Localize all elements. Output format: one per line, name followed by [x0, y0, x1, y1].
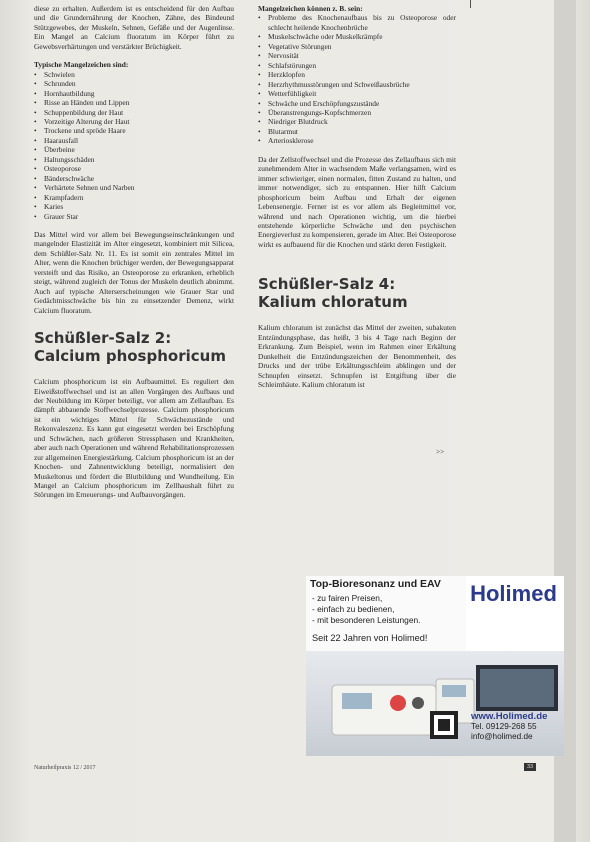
list-item: • Schlafstörungen	[258, 61, 456, 70]
list-item: • Schuppenbildung der Haut	[34, 108, 234, 117]
ad-title: Top-Bioresonanz und EAV	[310, 578, 441, 590]
column-divider	[470, 0, 471, 8]
list-item: • Osteoporose	[34, 164, 234, 173]
signs-title: Mangelzeichen können z. B. sein:	[258, 4, 363, 13]
list-item: • Risse an Händen und Lippen	[34, 98, 234, 107]
signs-list	[34, 70, 234, 221]
list-item: • Arteriosklerose	[258, 136, 456, 145]
heading-line: Calcium phosphoricum	[34, 347, 226, 366]
list-item: • Trockene und spröde Haare	[34, 126, 234, 135]
list-item: • Verhärtete Sehnen und Narben	[34, 183, 234, 192]
body-paragraph: Kalium chloratum ist zunächst das Mittel der zweiten, subakuten Entzündungsphase, das heißt, 3 bis 4 Tage nach Beginn der Erkrankung. Zum Beispiel, wenn im Rahmen einer Erkältung Dunkelheit die Entzündungszeichen der Benommenheit, des Drucks und der trübe Erkältungsschleim abklingen und der Schnupfen einsetzt. Schnupfen ist Entgiftung über die Schleimhäute. Kalium chloratum ist	[258, 323, 456, 390]
ad-feature: - mit besonderen Leistungen.	[312, 615, 421, 625]
heading-line: Schüßler-Salz 4:	[258, 275, 396, 294]
list-item: • Karies	[34, 202, 234, 211]
right-column	[258, 4, 456, 390]
body-paragraph: Da der Zellstoffwechsel und die Prozesse des Zellaufbaus sich mit zunehmendem Alter in wachsendem Maße verlangsamen, wird es immer schwieriger, einen normalen, fitten Zustand zu halten, und immer notwendiger, sich zu entspannen. Hier hilft Calcium phosphoricum beim Aufbau und Erhalt der eigenen Lebensenergie. Ferner ist es vor allem als Begleitmittel vor, während und nach Operationen wichtig, um die hierbei entstehende körperliche Schwäche und den psychischen Energieverlust zu kompensieren, gerade im Alter. Bei Osteoporose wirkt es aufbauend für die Knochen und stärkt deren Festigkeit.	[258, 154, 456, 249]
list-item: • Haarausfall	[34, 136, 234, 145]
list-item: • Muskelschwäche oder Muskelkrämpfe	[258, 32, 456, 41]
ad-tagline: Seit 22 Jahren von Holimed!	[312, 633, 428, 643]
ad-phone: Tel. 09129-268 55	[471, 722, 537, 731]
list-item: • Schrunden	[34, 79, 234, 88]
list-item: • Vorzeitige Alterung der Haut	[34, 117, 234, 126]
list-item: • Schwäche und Erschöpfungszustände	[258, 99, 456, 108]
section-heading	[34, 329, 234, 365]
list-item: • Nervosität	[258, 51, 456, 60]
list-item: • Überbeine	[34, 145, 234, 154]
intro-paragraph: diese zu erhalten. Außerdem ist es entscheidend für den Aufbau und die Grundernährung der Knochen, Zähne, des Bindeund Stützgewebes, der Muskeln, Sehnen, Gefäße und der Augenlinse. Ein Mangel an Calcium fluoratum im Körper führt zu Gewebsverhärtungen und verstärkter Brüchigkeit.	[34, 4, 234, 51]
holimed-logo: Holimed	[467, 580, 560, 607]
ad-email[interactable]: info@holimed.de	[471, 732, 533, 741]
ad-feature: - zu fairen Preisen,	[312, 593, 383, 603]
advertisement[interactable]	[306, 576, 564, 756]
body-paragraph: Das Mittel wird vor allem bei Bewegungseinschränkungen und mangelnder Elastizität im Alter eingesetzt, kombiniert mit Silicea, dem Schüßler-Salz Nr. 11. Es ist somit ein zentrales Mittel im Alter, wenn die Knochen brüchiger werden, der Bewegungsapparat versteift und das Risiko, an Osteoporose zu erkranken, erheblich steigt, während zugleich der Tonus der Muskeln deutlich abnimmt. Auch auf typische Alterserscheinungen wie Grauer Star und Gedächtnisschwäche bis hin zu einsetzender Demenz, wirkt Calcium fluoratum.	[34, 229, 234, 315]
ad-contact	[471, 712, 547, 742]
list-item: • Blutarmut	[258, 127, 456, 136]
page-number: 33	[524, 763, 536, 771]
list-item: • Bänderschwäche	[34, 174, 234, 183]
heading-line: Kalium chloratum	[258, 293, 408, 312]
list-item: • Überanstrengungs-Kopfschmerzen	[258, 108, 456, 117]
footer-source: Naturheilpraxis 12 / 2017	[34, 765, 96, 771]
body-paragraph: Calcium phosphoricum ist ein Aufbaumittel. Es reguliert den Eiweißstoffwechsel und ist an allen Vorgängen des Aufbaus und der Neubildung im Körper beteiligt, vor allem am Zellaufbau. Es dämpft abbauende Stoffwechselprozesse. Calcium phosphoricum ist ein wichtiges Mittel für Schwächezustände und Rekonvaleszenz. Es kann gut eingesetzt werden bei Erschöpfung und Schwächen, nach größeren Stressphasen und Krankheiten, aber auch nach Operationen und während Rehabilitationsprozessen zur allgemeinen Energiestärkung. Calcium phosphoricum ist an der Knochen- und Zahnentwicklung beteiligt, normalisiert den Muskeltonus und fördert die Blutbildung und Wundheilung. Ein Mangel an Calcium phosphoricum im Zellhaushalt führt zu Störungen im Erneuerungs- und Aufbauvorgängen.	[34, 377, 234, 500]
list-item: • Schwielen	[34, 70, 234, 79]
list-item: • Krampfadern	[34, 193, 234, 202]
list-item: • Grauer Star	[34, 212, 234, 221]
list-item: • Wetterfühligkeit	[258, 89, 456, 98]
signs-title: Typische Mangelzeichen sind:	[34, 60, 129, 70]
list-item: • Hornhautbildung	[34, 89, 234, 98]
continue-marker: >>	[436, 447, 445, 456]
list-item: • Probleme des Knochenaufbaus bis zu Osteoporose oder schlecht heilende Knochenbrüche	[258, 13, 456, 32]
ad-feature-list	[312, 593, 420, 626]
list-item: • Niedriger Blutdruck	[258, 117, 456, 126]
signs-list	[258, 13, 456, 145]
list-item: • Vegetative Störungen	[258, 42, 456, 51]
ad-website-link[interactable]: www.Holimed.de	[471, 711, 548, 722]
section-heading	[258, 275, 456, 311]
left-column	[34, 4, 234, 500]
list-item: • Haltungsschäden	[34, 155, 234, 164]
heading-line: Schüßler-Salz 2:	[34, 329, 172, 348]
list-item: • Herzrhythmusstörungen und Schweißausbrüche	[258, 80, 456, 89]
list-item: • Herzklopfen	[258, 70, 456, 79]
ad-feature: - einfach zu bedienen,	[312, 604, 395, 614]
